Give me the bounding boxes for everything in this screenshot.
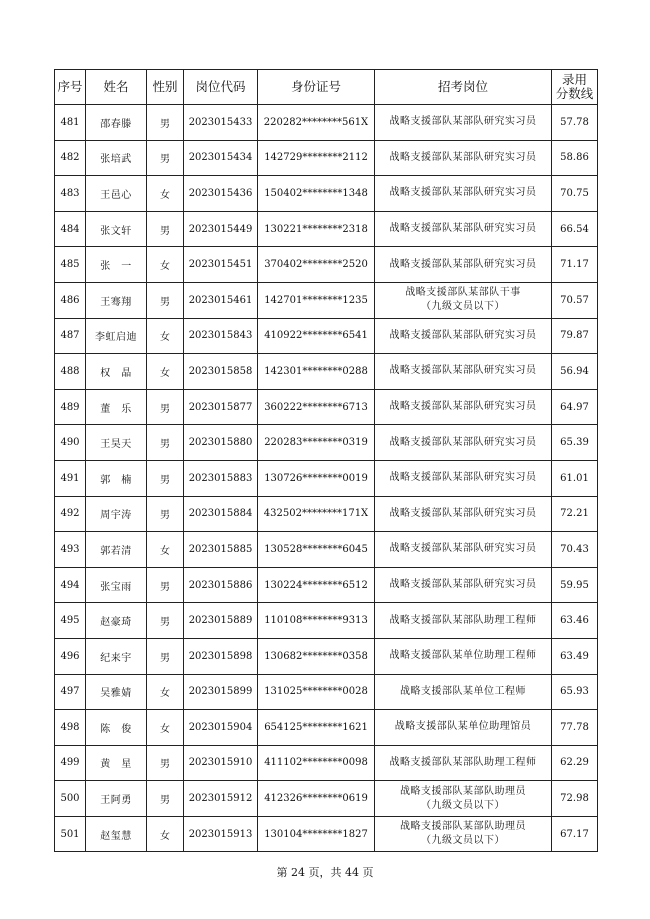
table-row (55, 710, 598, 746)
cell-gender: 女 (147, 247, 184, 283)
position-title: 战略支援部队某部队研究实习员 (389, 258, 537, 270)
header-score-line1: 录用 (561, 72, 587, 87)
cell-position-code: 2023015898 (184, 638, 258, 674)
cell-score: 70.43 (552, 532, 598, 568)
cell-gender: 女 (147, 816, 184, 852)
table-row (55, 318, 598, 354)
position-title: 战略支援部队某部队研究实习员 (389, 436, 537, 448)
table-row (55, 674, 598, 710)
table-row (55, 745, 598, 781)
cell-position-code: 2023015904 (184, 710, 258, 746)
table-header-row (55, 70, 598, 105)
cell-score: 57.78 (552, 105, 598, 141)
position-title: 战略支援部队某部队研究实习员 (389, 116, 537, 128)
cell-name: 张 一 (86, 247, 147, 283)
cell-name: 李虹启迪 (86, 318, 147, 354)
cell-id-number: 130682********0358 (258, 638, 375, 674)
header-position-code: 岗位代码 (184, 70, 258, 105)
cell-score: 79.87 (552, 318, 598, 354)
cell-gender: 男 (147, 603, 184, 639)
cell-seq: 493 (55, 532, 86, 568)
cell-name: 王昊天 (86, 425, 147, 461)
cell-position (375, 247, 552, 283)
cell-seq: 496 (55, 638, 86, 674)
cell-name: 赵豪琦 (86, 603, 147, 639)
cell-position (375, 532, 552, 568)
cell-position-code: 2023015883 (184, 460, 258, 496)
cell-score: 56.94 (552, 354, 598, 390)
cell-position-code: 2023015436 (184, 176, 258, 212)
cell-position-code: 2023015451 (184, 247, 258, 283)
cell-gender: 女 (147, 532, 184, 568)
cell-seq: 489 (55, 389, 86, 425)
cell-id-number: 142301********0288 (258, 354, 375, 390)
table-row (55, 140, 598, 176)
cell-position-code: 2023015899 (184, 674, 258, 710)
cell-position (375, 460, 552, 496)
cell-id-number: 130224********6512 (258, 567, 375, 603)
cell-name: 张文轩 (86, 211, 147, 247)
cell-score: 71.17 (552, 247, 598, 283)
table-row (55, 389, 598, 425)
table-row (55, 211, 598, 247)
position-title: 战略支援部队某部队研究实习员 (389, 579, 537, 591)
cell-position (375, 354, 552, 390)
cell-position (375, 674, 552, 710)
cell-seq: 500 (55, 781, 86, 817)
cell-gender: 女 (147, 710, 184, 746)
cell-position-code: 2023015912 (184, 781, 258, 817)
cell-name: 王邑心 (86, 176, 147, 212)
table-row (55, 781, 598, 817)
cell-seq: 488 (55, 354, 86, 390)
cell-gender: 男 (147, 140, 184, 176)
cell-position (375, 710, 552, 746)
cell-gender: 女 (147, 176, 184, 212)
table-row (55, 567, 598, 603)
cell-name: 赵玺慧 (86, 816, 147, 852)
cell-position-code: 2023015913 (184, 816, 258, 852)
cell-seq: 497 (55, 674, 86, 710)
cell-score: 63.46 (552, 603, 598, 639)
cell-gender: 男 (147, 496, 184, 532)
position-title: 战略支援部队某部队助理工程师 (389, 614, 537, 626)
cell-id-number: 412326********0619 (258, 781, 375, 817)
cell-seq: 481 (55, 105, 86, 141)
cell-score: 65.93 (552, 674, 598, 710)
cell-position-code: 2023015449 (184, 211, 258, 247)
cell-id-number: 142729********2112 (258, 140, 375, 176)
cell-gender: 女 (147, 318, 184, 354)
cell-gender: 男 (147, 460, 184, 496)
cell-id-number: 110108********9313 (258, 603, 375, 639)
cell-score: 66.54 (552, 211, 598, 247)
cell-position-code: 2023015886 (184, 567, 258, 603)
position-title: 战略支援部队某单位工程师 (400, 685, 526, 697)
cell-id-number: 131025********0028 (258, 674, 375, 710)
cell-position (375, 389, 552, 425)
cell-id-number: 432502********171X (258, 496, 375, 532)
cell-seq: 486 (55, 282, 86, 318)
table-row (55, 532, 598, 568)
cell-gender: 男 (147, 211, 184, 247)
cell-seq: 482 (55, 140, 86, 176)
table-row (55, 638, 598, 674)
cell-score: 63.49 (552, 638, 598, 674)
cell-gender: 男 (147, 282, 184, 318)
cell-position (375, 496, 552, 532)
cell-id-number: 411102********0098 (258, 745, 375, 781)
cell-name: 周宇涛 (86, 496, 147, 532)
header-id-number: 身份证号 (258, 70, 375, 105)
cell-position (375, 211, 552, 247)
cell-id-number: 360222********6713 (258, 389, 375, 425)
cell-position-code: 2023015434 (184, 140, 258, 176)
table-row (55, 282, 598, 318)
cell-seq: 490 (55, 425, 86, 461)
cell-position-code: 2023015889 (184, 603, 258, 639)
cell-name: 郭若清 (86, 532, 147, 568)
cell-position-code: 2023015433 (184, 105, 258, 141)
cell-name: 张培武 (86, 140, 147, 176)
position-title: 战略支援部队某部队研究实习员 (389, 507, 537, 519)
cell-score: 77.78 (552, 710, 598, 746)
cell-gender: 男 (147, 638, 184, 674)
cell-seq: 498 (55, 710, 86, 746)
cell-position-code: 2023015880 (184, 425, 258, 461)
position-title: 战略支援部队某部队助理员 (400, 785, 526, 797)
cell-score: 70.57 (552, 282, 598, 318)
position-title: 战略支援部队某单位助理工程师 (389, 650, 537, 662)
cell-position (375, 603, 552, 639)
cell-seq: 492 (55, 496, 86, 532)
cell-score: 58.86 (552, 140, 598, 176)
header-score (552, 70, 598, 105)
position-grade-note: （九级文员以下） (421, 301, 505, 313)
cell-name: 王骞翔 (86, 282, 147, 318)
position-title: 战略支援部队某部队研究实习员 (389, 151, 537, 163)
cell-position (375, 176, 552, 212)
cell-position (375, 781, 552, 817)
table-row (55, 354, 598, 390)
cell-name: 董 乐 (86, 389, 147, 425)
table-row (55, 460, 598, 496)
cell-seq: 483 (55, 176, 86, 212)
cell-position-code: 2023015461 (184, 282, 258, 318)
cell-seq: 501 (55, 816, 86, 852)
cell-seq: 499 (55, 745, 86, 781)
header-position: 招考岗位 (375, 70, 552, 105)
cell-position-code: 2023015843 (184, 318, 258, 354)
cell-seq: 487 (55, 318, 86, 354)
cell-position-code: 2023015910 (184, 745, 258, 781)
position-title: 战略支援部队某单位助理馆员 (394, 721, 532, 733)
cell-name: 纪来宇 (86, 638, 147, 674)
cell-position-code: 2023015884 (184, 496, 258, 532)
cell-position (375, 638, 552, 674)
cell-seq: 484 (55, 211, 86, 247)
cell-score: 59.95 (552, 567, 598, 603)
cell-gender: 男 (147, 781, 184, 817)
cell-seq: 494 (55, 567, 86, 603)
position-grade-note: （九级文员以下） (421, 835, 505, 847)
cell-gender: 男 (147, 105, 184, 141)
header-seq: 序号 (55, 70, 86, 105)
cell-name: 张宝雨 (86, 567, 147, 603)
cell-gender: 男 (147, 389, 184, 425)
cell-position-code: 2023015885 (184, 532, 258, 568)
cell-score: 72.21 (552, 496, 598, 532)
table-row (55, 425, 598, 461)
position-title: 战略支援部队某部队研究实习员 (389, 223, 537, 235)
cell-name: 权 晶 (86, 354, 147, 390)
position-title: 战略支援部队某部队研究实习员 (389, 329, 537, 341)
cell-name: 黄 星 (86, 745, 147, 781)
cell-seq: 495 (55, 603, 86, 639)
cell-name: 郭 楠 (86, 460, 147, 496)
position-grade-note: （九级文员以下） (421, 799, 505, 811)
cell-position (375, 567, 552, 603)
cell-id-number: 130528********6045 (258, 532, 375, 568)
cell-score: 64.97 (552, 389, 598, 425)
position-title: 战略支援部队某部队干事 (405, 287, 521, 299)
table-row (55, 816, 598, 852)
cell-position-code: 2023015877 (184, 389, 258, 425)
position-title: 战略支援部队某部队助理工程师 (389, 756, 537, 768)
cell-score: 67.17 (552, 816, 598, 852)
cell-seq: 485 (55, 247, 86, 283)
cell-id-number: 130221********2318 (258, 211, 375, 247)
cell-name: 陈 俊 (86, 710, 147, 746)
cell-gender: 女 (147, 674, 184, 710)
cell-seq: 491 (55, 460, 86, 496)
cell-gender: 女 (147, 354, 184, 390)
table-row (55, 176, 598, 212)
cell-id-number: 654125********1621 (258, 710, 375, 746)
cell-score: 70.75 (552, 176, 598, 212)
position-title: 战略支援部队某部队研究实习员 (389, 187, 537, 199)
results-table (54, 69, 598, 852)
cell-position-code: 2023015858 (184, 354, 258, 390)
cell-id-number: 130104********1827 (258, 816, 375, 852)
cell-position (375, 282, 552, 318)
table-row (55, 603, 598, 639)
cell-id-number: 410922********6541 (258, 318, 375, 354)
cell-score: 62.29 (552, 745, 598, 781)
cell-score: 61.01 (552, 460, 598, 496)
position-title: 战略支援部队某部队助理员 (400, 821, 526, 833)
cell-position (375, 745, 552, 781)
cell-gender: 男 (147, 567, 184, 603)
header-name: 姓名 (86, 70, 147, 105)
table-row (55, 105, 598, 141)
cell-id-number: 220283********0319 (258, 425, 375, 461)
cell-id-number: 220282********561X (258, 105, 375, 141)
cell-position (375, 425, 552, 461)
header-gender: 性别 (147, 70, 184, 105)
cell-position (375, 140, 552, 176)
page-footer: 第 24 页，共 44 页 (276, 866, 374, 879)
cell-gender: 男 (147, 745, 184, 781)
cell-name: 吴雅婧 (86, 674, 147, 710)
cell-name: 邵春滕 (86, 105, 147, 141)
cell-position (375, 318, 552, 354)
cell-name: 王阿勇 (86, 781, 147, 817)
position-title: 战略支援部队某部队研究实习员 (389, 365, 537, 377)
cell-id-number: 150402********1348 (258, 176, 375, 212)
position-title: 战略支援部队某部队研究实习员 (389, 543, 537, 555)
header-score-line2: 分数线 (555, 86, 594, 101)
cell-position (375, 816, 552, 852)
cell-gender: 男 (147, 425, 184, 461)
cell-id-number: 142701********1235 (258, 282, 375, 318)
table-row (55, 496, 598, 532)
position-title: 战略支援部队某部队研究实习员 (389, 472, 537, 484)
cell-score: 72.98 (552, 781, 598, 817)
table-row (55, 247, 598, 283)
cell-score: 65.39 (552, 425, 598, 461)
position-title: 战略支援部队某部队研究实习员 (389, 401, 537, 413)
cell-position (375, 105, 552, 141)
cell-id-number: 370402********2520 (258, 247, 375, 283)
cell-id-number: 130726********0019 (258, 460, 375, 496)
